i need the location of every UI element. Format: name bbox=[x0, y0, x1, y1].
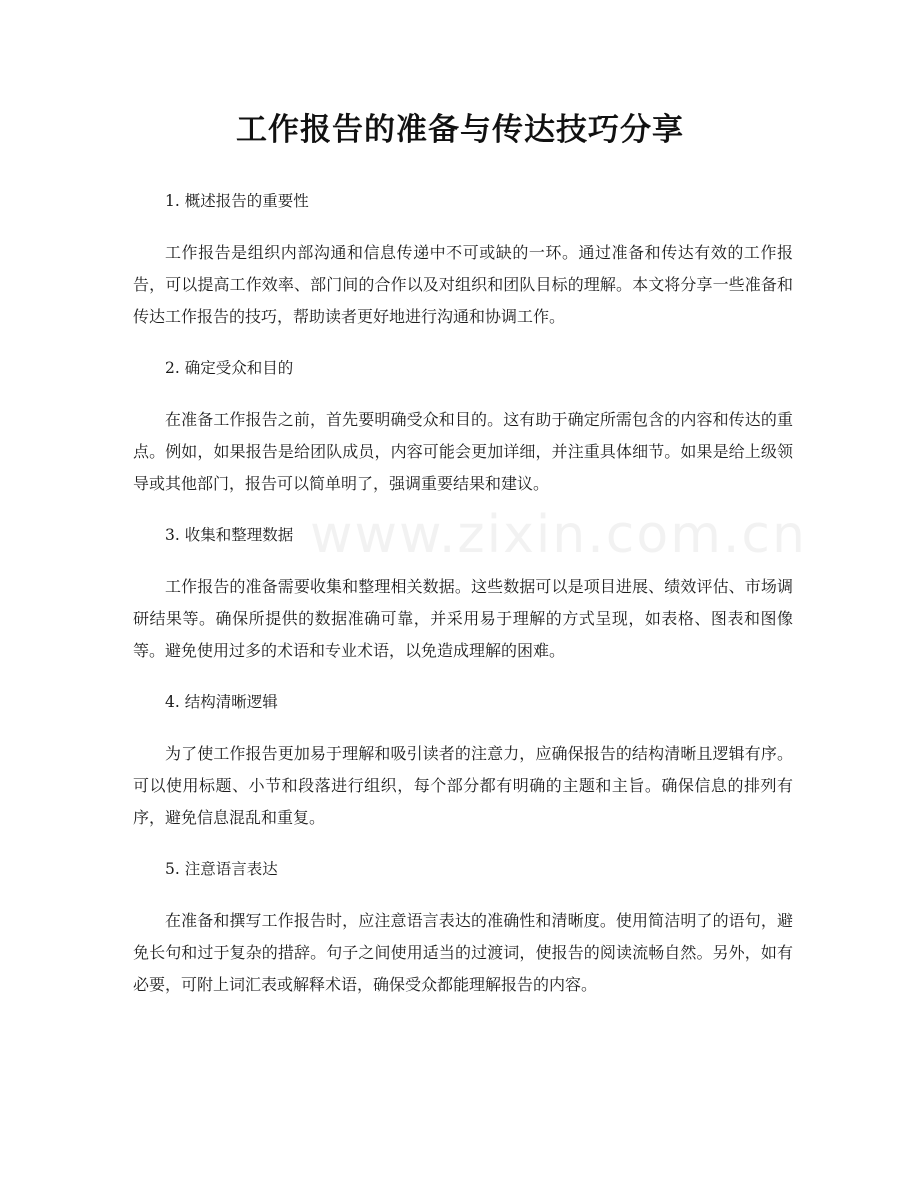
section-4 bbox=[133, 684, 793, 851]
section-heading: 4. 结构清晰逻辑 bbox=[165, 693, 278, 711]
document-body bbox=[133, 183, 807, 1001]
section-heading: 3. 收集和整理数据 bbox=[165, 526, 294, 544]
section-paragraph: 工作报告是组织内部沟通和信息传递中不可或缺的一环。通过准备和传达有效的工作报告，可以提高工作效率、部门间的合作以及对组织和团队目标的理解。本文将分享一些准备和传达工作报告的技巧，帮助读者更好地进行沟通和协调工作。 bbox=[133, 243, 793, 326]
section-paragraph: 在准备工作报告之前，首先要明确受众和目的。这有助于确定所需包含的内容和传达的重点。例如，如果报告是给团队成员，内容可能会更加详细，并注重具体细节。如果是给上级领导或其他部门，报告可以简单明了，强调重要结果和建议。 bbox=[133, 410, 793, 493]
section-paragraph: 工作报告的准备需要收集和整理相关数据。这些数据可以是项目进展、绩效评估、市场调研结果等。确保所提供的数据准确可靠，并采用易于理解的方式呈现，如表格、图表和图像等。避免使用过多的术语和专业术语，以免造成理解的困难。 bbox=[133, 577, 793, 660]
document-title: 工作报告的准备与传达技巧分享 bbox=[236, 112, 684, 148]
section-paragraph: 为了使工作报告更加易于理解和吸引读者的注意力，应确保报告的结构清晰且逻辑有序。可以使用标题、小节和段落进行组织，每个部分都有明确的主题和主旨。确保信息的排列有序，避免信息混乱和重复。 bbox=[133, 744, 793, 827]
section-heading: 5. 注意语言表达 bbox=[165, 860, 278, 878]
section-paragraph: 在准备和撰写工作报告时，应注意语言表达的准确性和清晰度。使用简洁明了的语句，避免长句和过于复杂的措辞。句子之间使用适当的过渡词，使报告的阅读流畅自然。另外，如有必要，可附上词汇表或解释术语，确保受众都能理解报告的内容。 bbox=[133, 911, 793, 994]
section-5 bbox=[133, 851, 793, 1001]
section-1 bbox=[133, 183, 793, 350]
section-heading: 2. 确定受众和目的 bbox=[165, 359, 294, 377]
watermark-text: www.zixin.com.cn bbox=[310, 505, 807, 565]
section-heading: 1. 概述报告的重要性 bbox=[165, 192, 309, 210]
section-2 bbox=[133, 350, 793, 517]
section-3 bbox=[133, 517, 793, 684]
